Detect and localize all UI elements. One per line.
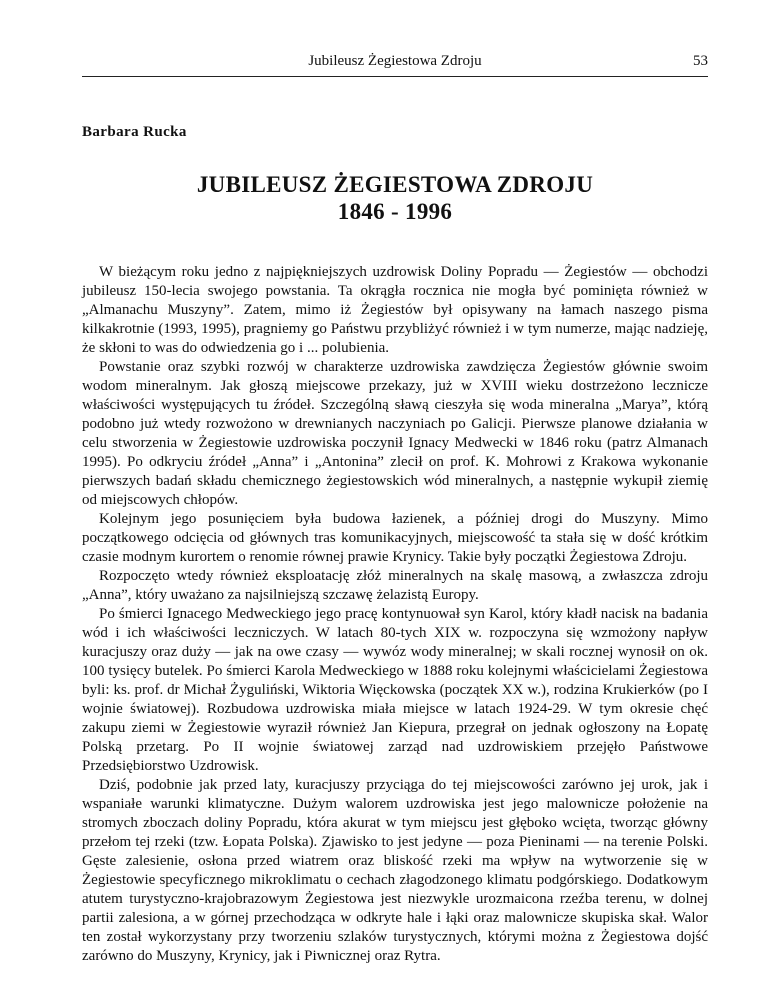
page-number: 53: [693, 53, 708, 69]
running-header: [82, 48, 708, 77]
paragraph-1: W bieżącym roku jedno z najpiękniejszych uzdrowisk Doliny Popradu — Żegiestów — obchodzi jubileusz 150-lecia swojego powstania. Ta okrągła rocznica nie mogła być pominięta również w „Almanachu Muszyny”. Zatem, mimo iż Żegiestów był opisywany na łamach naszego pisma kilkakrotnie (1993, 1995), pragniemy go Państwu przybliżyć również i w tym numerze, mając nadzieję, że skłoni to was do odwiedzenia go i ... polubienia.: [82, 264, 708, 356]
paragraph-3: Kolejnym jego posunięciem była budowa łazienek, a później drogi do Muszyny. Mimo początkowego odcięcia od głównych tras komunikacyjnych, miejscowość ta stała się w dość krótkim czasie modnym kurortem o renomie równej prawie Krynicy. Takie były początki Żegiestowa Zdroju.: [82, 511, 708, 565]
article-title: [82, 171, 708, 225]
article-body: [82, 263, 708, 966]
paragraph-2: Powstanie oraz szybki rozwój w charakterze uzdrowiska zawdzięcza Żegiestów głównie swoim wodom mineralnym. Jak głoszą miejscowe przekazy, już w XVIII wieku dostrzeżono lecznicze właściwości występujących tu źródeł. Szczególną sławą cieszyła się woda mineralna „Marya”, którą podobno już wtedy rozwożono w drewnianych naczyniach po Galicji. Pierwsze planowe działania w celu stworzenia w Żegiestowie uzdrowiska poczynił Ignacy Medwecki w 1846 roku (patrz Almanach 1995). Po odkryciu źródeł „Anna” i „Antonina” zlecił on prof. K. Mohrowi z Krakowa wykonanie pierwszych badań składu chemicznego żegiestowskich wód mineralnych, a następnie wykupił ziemię od miejscowych chłopów.: [82, 359, 708, 508]
paragraph-4: Rozpoczęto wtedy również eksploatację złóż mineralnych na skalę masową, a zwłaszcza zdroju „Anna”, który uważano za najsilniejszą szczawę żelazistą Europy.: [82, 568, 708, 603]
article-title-line-1: JUBILEUSZ ŻEGIESTOWA ZDROJU: [196, 172, 594, 197]
running-title: Jubileusz Żegiestowa Zdroju: [308, 53, 482, 69]
article-title-line-2: 1846 - 1996: [337, 199, 453, 224]
paragraph-5: Po śmierci Ignacego Medweckiego jego pracę kontynuował syn Karol, który kładł nacisk na badania wód i ich właściwości leczniczych. W latach 80-tych XIX w. rozpoczyna się wzmożony napływ kuracjuszy oraz duży — jak na owe czasy — wywóz wody mineralnej; w skali rocznej wynosił on ok. 100 tysięcy butelek. Po śmierci Karola Medweckiego w 1888 roku kolejnymi właścicielami Żegiestowa byli: ks. prof. dr Michał Żyguliński, Wiktoria Więckowska (początek XX w.), rodzina Krukierków (po I wojnie światowej). Rozbudowa uzdrowiska miała miejsce w latach 1924-29. W tym okresie chęć zakupu ziemi w Żegiestowie wyraził również Jan Kiepura, przegrał on jednak ogłoszony na Łopatę Polską przetarg. Po II wojnie światowej zarząd nad uzdrowiskiem przejęło Państwowe Przedsiębiorstwo Uzdrowisk.: [82, 606, 708, 774]
author-name: Barbara Rucka: [82, 124, 187, 140]
paragraph-6: Dziś, podobnie jak przed laty, kuracjuszy przyciąga do tej miejscowości zarówno jej urok, jak i wspaniałe warunki klimatyczne. Dużym walorem uzdrowiska jest jego malownicze położenie na stromych zboczach doliny Popradu, która akurat w tym miejscu jest głęboko wcięta, tworząc główny przełom tej rzeki (tzw. Łopata Polska). Zjawisko to jest jedyne — poza Pieninami — na terenie Polski. Gęste zalesienie, osłona przed wiatrem oraz bliskość rzeki ma wpływ na wytworzenie się w Żegiestowie specyficznego mikroklimatu o cechach złagodzonego klimatu podgórskiego. Dodatkowym atutem turystyczno-krajobrazowym Żegiestowa jest niezwykle urozmaicona rzeźba terenu, w dolnej partii zalesiona, a w górnej przechodząca w odkryte hale i łąki oraz malownicze skupiska skał. Walor ten został wykorzystany przy tworzeniu szlaków turystycznych, którymi można z Żegiestowa dojść zarówno do Muszyny, Krynicy, jak i Piwnicznej oraz Rytra.: [82, 777, 708, 964]
